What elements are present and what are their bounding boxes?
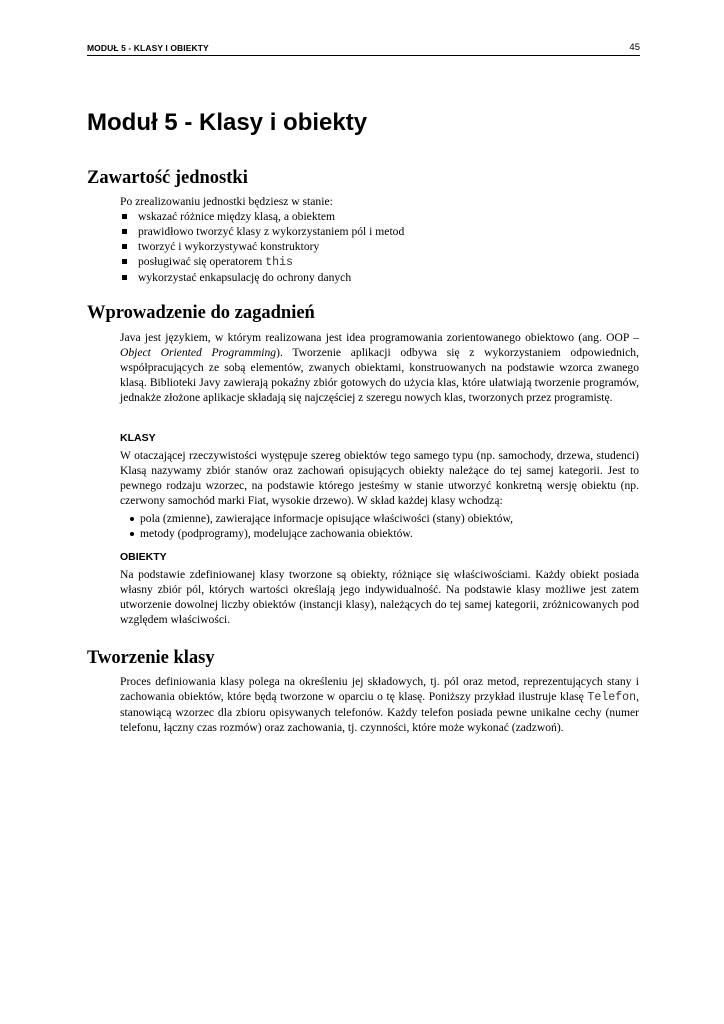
classes-list xyxy=(120,511,639,541)
contents-intro: Po zrealizowaniu jednostki będziesz w stanie: xyxy=(120,195,333,208)
list-item: pola (zmienne), zawierające informacje opisujące właściwości (stany) obiektów, xyxy=(120,511,639,526)
objects-paragraph: Na podstawie zdefiniowanej klasy tworzone są obiekty, różniące się właściwościami. Każdy obiekt posiada własny zbiór pól, których wartości określają jego indywidualność. Na podstawie klasy możliwe jest zatem utworzenie dowolnej liczby obiektów (instancji klasy), należących do tej samej kategorii, zróżnicowanych pod względem właściwości. xyxy=(120,568,639,626)
objects-body xyxy=(120,567,639,627)
list-item: metody (podprogramy), modelujące zachowania obiektów. xyxy=(120,526,639,541)
page-number: 45 xyxy=(629,42,640,53)
classes-paragraph: W otaczającej rzeczywistości występuje szereg obiektów tego samego typu (np. samochody, drzewa, studenci) Klasą nazywamy zbiór stanów oraz zachowań opisujących obiekty należące do tej samej kategorii. Jest to pewnego rodzaju wzorzec, na podstawie którego jesteśmy w stanie utworzyć konkretną wersję obiektu (np. czerwony samochód marki Fiat, wysokie drzewo). W skład każdej klasy wchodzą: xyxy=(120,449,639,507)
code-this: this xyxy=(265,256,294,269)
section-heading-contents: Zawartość jednostki xyxy=(87,168,248,188)
section-heading-intro: Wprowadzenie do zagadnień xyxy=(87,303,315,323)
list-item: wykorzystać enkapsulację do ochrony danych xyxy=(120,270,639,285)
section-contents-body xyxy=(120,194,639,285)
running-header-title: MODUŁ 5 - KLASY I OBIEKTY xyxy=(87,43,209,53)
list-item: prawidłowo tworzyć klasy z wykorzystaniem pól i metod xyxy=(120,224,639,239)
contents-list xyxy=(120,209,639,285)
list-item: tworzyć i wykorzystywać konstruktory xyxy=(120,239,639,254)
intro-paragraph: Java jest językiem, w którym realizowana jest idea programowania zorientowanego obiektowo (ang. OOP – Object Oriented Programming). Tworzenie aplikacji odbywa się z wykorzystaniem odpowiednich, współpracujących ze sobą elementów, zwanych obiektami, konstruowanych na podstawie wzorca zwanego klasą. Biblioteki Javy zawierają pokaźny zbiór gotowych do użycia klas, które ułatwiają tworzenie programów, jednakże złożone aplikacje składają się najczęściej z szeregu nowych klas, tworzonych przez programistę. xyxy=(120,331,639,404)
classes-body xyxy=(120,448,639,541)
module-title: Moduł 5 - Klasy i obiekty xyxy=(87,109,368,136)
subheading-objects: OBIEKTY xyxy=(120,551,167,563)
section-heading-creating: Tworzenie klasy xyxy=(87,648,215,668)
creating-body xyxy=(120,674,639,735)
list-item: wskazać różnice między klasą, a obiektem xyxy=(120,209,639,224)
code-telefon: Telefon xyxy=(587,691,637,704)
list-item: posługiwać się operatorem this xyxy=(120,254,639,270)
creating-paragraph: Proces definiowania klasy polega na określeniu jej składowych, tj. pól oraz metod, reprezentujących stany i zachowania obiektów, które będą tworzone w oparciu o tę klasę. Poniższy przykład ilustruje klasę Telefon, stanowiącą wzorzec dla zbioru opisywanych telefonów. Każdy telefon posiada pewne unikalne cechy (numer telefonu, łączny czas rozmów) oraz zachowania, tj. czynności, które może wykonać (zadzwoń). xyxy=(120,675,639,734)
subheading-classes: KLASY xyxy=(120,432,156,444)
running-header xyxy=(87,43,640,56)
